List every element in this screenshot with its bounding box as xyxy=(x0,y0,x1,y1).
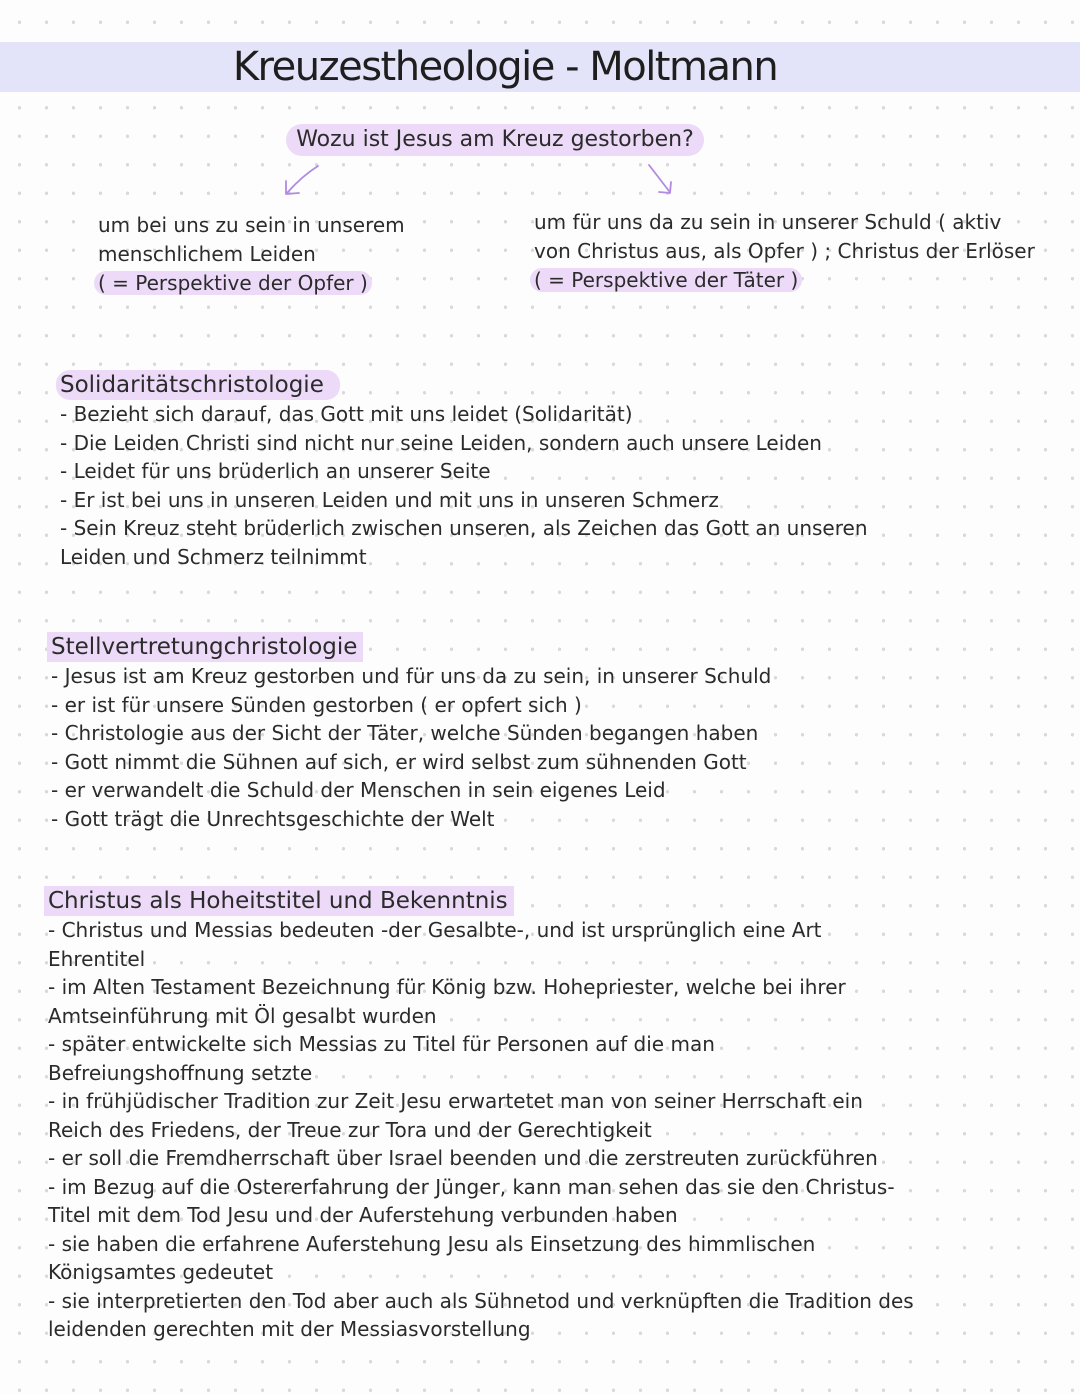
section-body xyxy=(60,400,868,571)
section-line: - er ist für unsere Sünden gestorben ( er opfert sich ) xyxy=(51,692,582,717)
section-line: Ehrentitel xyxy=(48,946,146,971)
section-line: Titel mit dem Tod Jesu und der Auferstehung verbunden haben xyxy=(48,1203,678,1227)
perpetrator-line: um für uns da zu sein in unserer Schuld ( aktiv xyxy=(534,210,1002,234)
section-body xyxy=(48,916,914,1344)
question-container xyxy=(0,124,990,156)
section-line: - später entwickelte sich Messias zu Titel für Personen auf die man xyxy=(48,1032,715,1056)
section-line: Amtseinführung mit Öl gesalbt wurden xyxy=(48,1003,437,1028)
section-line: - Christus und Messias bedeuten -der Gesalbte-, und ist ursprünglich eine Art xyxy=(48,918,822,942)
section-line: Königsamtes gedeutet xyxy=(48,1260,274,1284)
section-body xyxy=(51,662,771,833)
section-line: - Sein Kreuz steht brüderlich zwischen unseren, als Zeichen das Gott an unseren xyxy=(60,516,868,540)
victim-perspective-label: ( = Perspektive der Opfer ) xyxy=(94,271,372,295)
section-christ-title xyxy=(48,886,914,1344)
section-line: leidenden gerechten mit der Messiasvorstellung xyxy=(48,1317,531,1341)
perpetrator-line: von Christus aus, als Opfer ) ; Christus der Erlöser xyxy=(534,239,1035,263)
section-line: - Gott trägt die Unrechtsgeschichte der Welt xyxy=(51,806,495,831)
section-line: Befreiungshoffnung setzte xyxy=(48,1060,313,1085)
section-heading: Christus als Hoheitstitel und Bekenntnis xyxy=(44,886,514,916)
perpetrator-perspective-label: ( = Perspektive der Täter ) xyxy=(530,268,802,292)
section-line: - Christologie aus der Sicht der Täter, welche Sünden begangen haben xyxy=(51,721,759,745)
section-line: - er verwandelt die Schuld der Menschen in sein eigenes Leid xyxy=(51,778,666,802)
section-line: - im Alten Testament Bezeichnung für König bzw. Hohepriester, welche bei ihrer xyxy=(48,975,846,999)
arrow-down-right-icon xyxy=(643,160,683,200)
victim-line: menschlichem Leiden xyxy=(98,242,316,266)
perpetrator-perspective xyxy=(534,208,1054,295)
section-heading: Stellvertretungchristologie xyxy=(47,632,363,662)
arrow-down-left-icon xyxy=(278,160,326,200)
section-heading: Solidaritätschristologie xyxy=(56,370,340,400)
section-line: - er soll die Fremdherrschaft über Israel beenden und die zerstreuten zurückführen xyxy=(48,1146,878,1170)
section-line: - Die Leiden Christi sind nicht nur seine Leiden, sondern auch unsere Leiden xyxy=(60,430,822,455)
central-question: Wozu ist Jesus am Kreuz gestorben? xyxy=(286,124,704,156)
section-line: - Er ist bei uns in unseren Leiden und mit uns in unseren Schmerz xyxy=(60,487,719,512)
section-line: - Gott nimmt die Sühnen auf sich, er wird selbst zum sühnenden Gott xyxy=(51,749,747,774)
section-line: Leiden und Schmerz teilnimmt xyxy=(60,544,367,569)
section-line: - in frühjüdischer Tradition zur Zeit Jesu erwartetet man von seiner Herrschaft ein xyxy=(48,1089,863,1113)
section-line: - Leidet für uns brüderlich an unserer Seite xyxy=(60,459,491,483)
section-line: - sie interpretierten den Tod aber auch als Sühnetod und verknüpften die Tradition des xyxy=(48,1288,914,1313)
section-substitution-christology xyxy=(51,632,771,833)
section-line: - sie haben die erfahrene Auferstehung Jesu als Einsetzung des himmlischen xyxy=(48,1231,816,1256)
section-line: - im Bezug auf die Ostererfahrung der Jünger, kann man sehen das sie den Christus- xyxy=(48,1174,895,1199)
section-line: - Bezieht sich darauf, das Gott mit uns leidet (Solidarität) xyxy=(60,402,633,426)
section-solidarity-christology xyxy=(60,370,868,571)
victim-line: um bei uns zu sein in unserem xyxy=(98,213,405,237)
section-line: - Jesus ist am Kreuz gestorben und für uns da zu sein, in unserer Schuld xyxy=(51,664,772,688)
victim-perspective xyxy=(98,211,488,298)
page-title: Kreuzestheologie - Moltmann xyxy=(232,44,778,90)
section-line: Reich des Friedens, der Treue zur Tora und der Gerechtigkeit xyxy=(48,1117,652,1142)
